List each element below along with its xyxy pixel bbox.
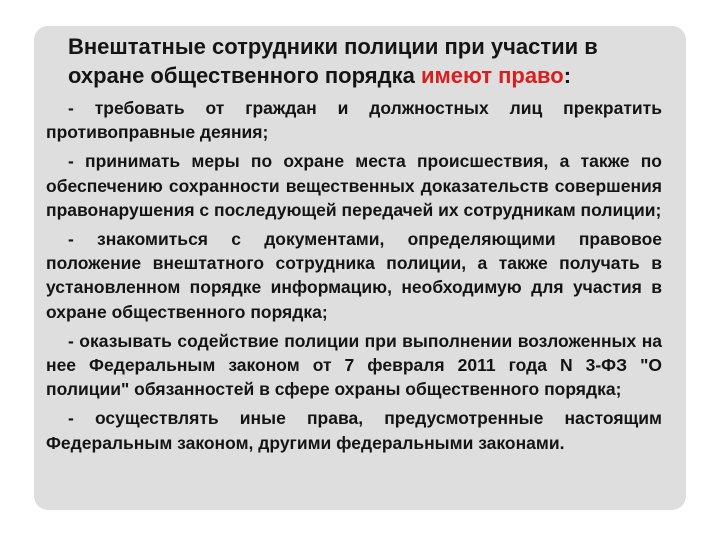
title-main: Внештатные сотрудники полиции при участии в охране общественного порядка — [68, 34, 598, 88]
slide-content — [46, 32, 662, 460]
rights-item-5: - осуществлять иные права, предусмотренные настоящим Федеральным законом, другими федеральными законами. — [46, 408, 662, 453]
rights-item-3: - знакомиться с документами, определяющими правовое положение внештатного сотрудника полиции, а также получать в установленном порядке информацию, необходимую для участия в охране общественного порядка; — [46, 229, 662, 322]
title-colon: : — [563, 63, 572, 88]
slide-title — [46, 32, 662, 90]
title-highlight: имеют право — [420, 63, 564, 88]
rights-item-4: - оказывать содействие полиции при выполнении возложенных на нее Федеральным законом от 7 февраля 2011 года N 3-ФЗ "О полиции" обязанностей в сфере охраны общественного порядка; — [46, 330, 662, 400]
rights-item-2: - принимать меры по охране места происшествия, а также по обеспечению сохранности вещественных доказательств совершения правонарушения с последующей передачей их сотрудникам полиции; — [46, 151, 662, 220]
rights-item-1: - требовать от граждан и должностных лиц прекратить противоправные деяния; — [46, 98, 662, 143]
